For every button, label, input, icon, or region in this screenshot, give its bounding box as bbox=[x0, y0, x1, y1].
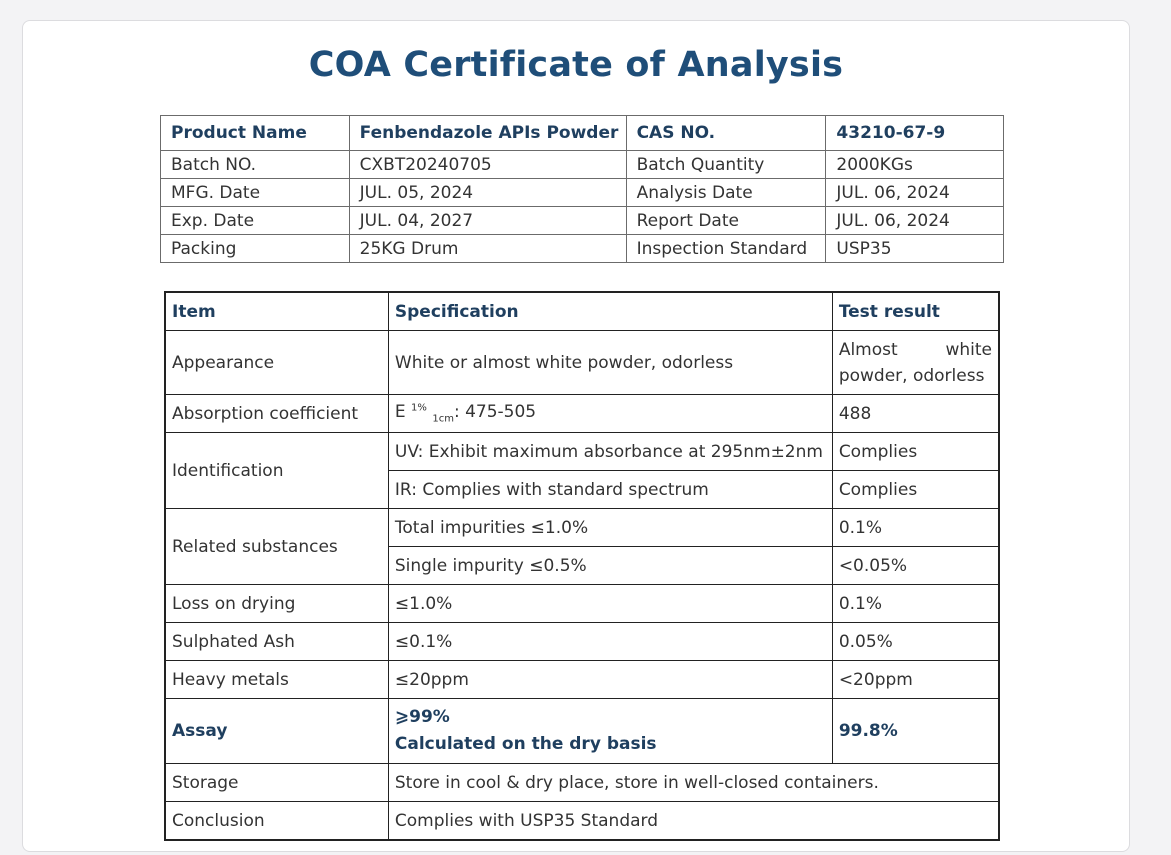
result-cell: 0.1% bbox=[832, 509, 999, 547]
info-cell: JUL. 04, 2027 bbox=[349, 207, 626, 235]
info-cell: 43210-67-9 bbox=[826, 116, 1004, 151]
table-row bbox=[165, 764, 999, 802]
info-cell: CXBT20240705 bbox=[349, 151, 626, 179]
table-row bbox=[165, 433, 999, 471]
table-row bbox=[165, 623, 999, 661]
certificate-card bbox=[22, 20, 1130, 852]
result-cell: <20ppm bbox=[832, 661, 999, 699]
info-cell: Product Name bbox=[161, 116, 350, 151]
table-row bbox=[165, 661, 999, 699]
info-cell: USP35 bbox=[826, 235, 1004, 263]
spec-cell: IR: Complies with standard spectrum bbox=[388, 471, 832, 509]
spec-cell bbox=[388, 699, 832, 764]
table-row bbox=[161, 116, 1004, 151]
spec-cell: Complies with USP35 Standard bbox=[388, 802, 999, 841]
item-cell: Heavy metals bbox=[165, 661, 388, 699]
result-line: Almost white bbox=[838, 339, 992, 360]
info-cell: CAS NO. bbox=[626, 116, 826, 151]
spec-cell bbox=[388, 395, 832, 433]
item-cell: Sulphated Ash bbox=[165, 623, 388, 661]
info-cell: 2000KGs bbox=[826, 151, 1004, 179]
column-header-item: Item bbox=[165, 292, 388, 331]
spec-cell: ≤1.0% bbox=[388, 585, 832, 623]
info-cell: Batch Quantity bbox=[626, 151, 826, 179]
spec-cell: ≤0.1% bbox=[388, 623, 832, 661]
info-cell: JUL. 06, 2024 bbox=[826, 179, 1004, 207]
spec-subscript: 1cm bbox=[432, 413, 454, 425]
result-line: powder, odorless bbox=[838, 365, 985, 386]
item-cell: Related substances bbox=[165, 509, 388, 585]
table-row bbox=[165, 802, 999, 841]
item-cell: Loss on drying bbox=[165, 585, 388, 623]
result-cell: 99.8% bbox=[832, 699, 999, 764]
table-row bbox=[161, 151, 1004, 179]
table-row bbox=[161, 179, 1004, 207]
item-cell: Conclusion bbox=[165, 802, 388, 841]
spec-cell: Store in cool & dry place, store in well-closed containers. bbox=[388, 764, 999, 802]
item-cell: Absorption coefficient bbox=[165, 395, 388, 433]
info-cell: Report Date bbox=[626, 207, 826, 235]
info-cell: JUL. 06, 2024 bbox=[826, 207, 1004, 235]
spec-line: Calculated on the dry basis bbox=[394, 734, 657, 754]
table-row bbox=[161, 235, 1004, 263]
table-row bbox=[165, 585, 999, 623]
table-row bbox=[161, 207, 1004, 235]
result-cell: Complies bbox=[832, 471, 999, 509]
info-cell: Packing bbox=[161, 235, 350, 263]
item-cell: Assay bbox=[165, 699, 388, 764]
spec-cell: Single impurity ≤0.5% bbox=[388, 547, 832, 585]
spec-cell: Total impurities ≤1.0% bbox=[388, 509, 832, 547]
product-info-table bbox=[160, 115, 1004, 263]
info-cell: Exp. Date bbox=[161, 207, 350, 235]
result-cell: Complies bbox=[832, 433, 999, 471]
page-title: COA Certificate of Analysis bbox=[308, 45, 844, 85]
spec-cell: White or almost white powder, odorless bbox=[388, 331, 832, 395]
result-cell: 0.05% bbox=[832, 623, 999, 661]
spec-symbol: E bbox=[394, 402, 406, 423]
result-cell: <0.05% bbox=[832, 547, 999, 585]
info-cell: Inspection Standard bbox=[626, 235, 826, 263]
info-cell: Batch NO. bbox=[161, 151, 350, 179]
result-cell: 0.1% bbox=[832, 585, 999, 623]
specification-table bbox=[164, 291, 1000, 841]
spec-cell: ≤20ppm bbox=[388, 661, 832, 699]
info-cell: Analysis Date bbox=[626, 179, 826, 207]
spec-range: : 475-505 bbox=[453, 402, 537, 423]
info-cell: Fenbendazole APIs Powder bbox=[349, 116, 626, 151]
table-row bbox=[165, 699, 999, 764]
info-cell: 25KG Drum bbox=[349, 235, 626, 263]
table-row bbox=[165, 509, 999, 547]
info-cell: MFG. Date bbox=[161, 179, 350, 207]
column-header-test-result: Test result bbox=[832, 292, 999, 331]
item-cell: Identification bbox=[165, 433, 388, 509]
spec-superscript: 1% bbox=[411, 402, 427, 414]
spec-cell: UV: Exhibit maximum absorbance at 295nm±2nm bbox=[388, 433, 832, 471]
spec-line: ⩾99% bbox=[394, 707, 450, 727]
item-cell: Appearance bbox=[165, 331, 388, 395]
item-cell: Storage bbox=[165, 764, 388, 802]
result-cell bbox=[832, 331, 999, 395]
result-cell: 488 bbox=[832, 395, 999, 433]
table-row bbox=[165, 395, 999, 433]
table-header-row bbox=[165, 292, 999, 331]
column-header-specification: Specification bbox=[388, 292, 832, 331]
info-cell: JUL. 05, 2024 bbox=[349, 179, 626, 207]
table-row bbox=[165, 331, 999, 395]
